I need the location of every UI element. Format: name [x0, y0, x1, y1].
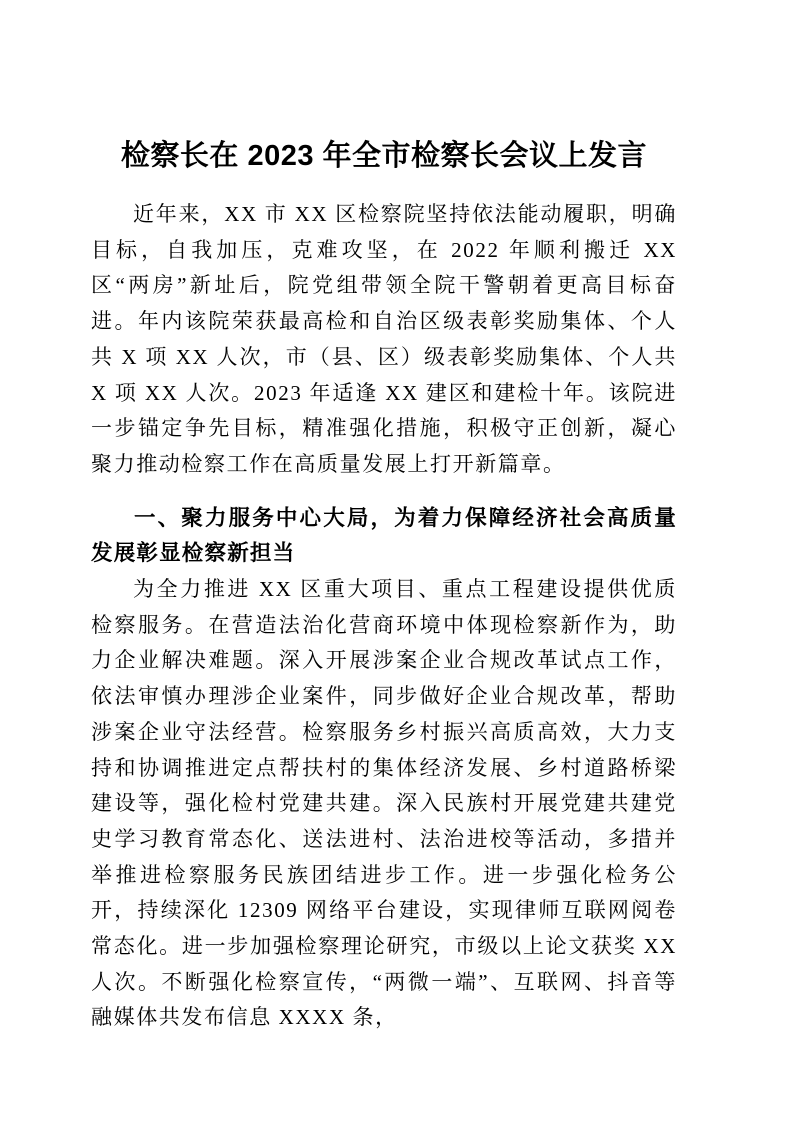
section-1-paragraph: 为全力推进 XX 区重大项目、重点工程建设提供优质检察服务。在营造法治化营商环境中体现检察新作为，助力企业解决难题。深入开展涉案企业合规改革试点工作，依法审慎办理涉企业案件，同步做好企业合规改革，帮助涉案企业守法经营。检察服务乡村振兴高质高效，大力支持和协调推进定点帮扶村的集体经济发展、乡村道路桥梁建设等，强化检村党建共建。深入民族村开展党建共建党史学习教育常态化、送法进村、法治进校等活动，多措并举推进检察服务民族团结进步工作。进一步强化检务公开，持续深化 12309 网络平台建设，实现律师互联网阅卷常态化。进一步加强检察理论研究，市级以上论文获奖 XX 人次。不断强化检察宣传，“两微一端”、互联网、抖音等融媒体共发布信息 XXXX 条， — [91, 577, 677, 1030]
intro-paragraph: 近年来，XX 市 XX 区检察院坚持依法能动履职，明确目标，自我加压，克难攻坚，在 2022 年顺利搬迁 XX 区“两房”新址后，院党组带领全院干警朝着更高目标奋进。年内该院荣获最高检和自治区级表彰奖励集体、个人共 X 项 XX 人次，市（县、区）级表彰奖励集体、个人共 X 项 XX 人次。2023 年适逢 XX 建区和建检十年。该院进一步锚定争先目标，精准强化措施，积极守正创新，凝心聚力推动检察工作在高质量发展上打开新篇章。 — [91, 202, 677, 476]
document-content — [91, 138, 677, 1036]
section-1-heading: 一、聚力服务中心大局，为着力保障经济社会高质量发展彰显检察新担当 — [91, 505, 677, 566]
document-title: 检察长在 2023 年全市检察长会议上发言 — [120, 140, 648, 172]
